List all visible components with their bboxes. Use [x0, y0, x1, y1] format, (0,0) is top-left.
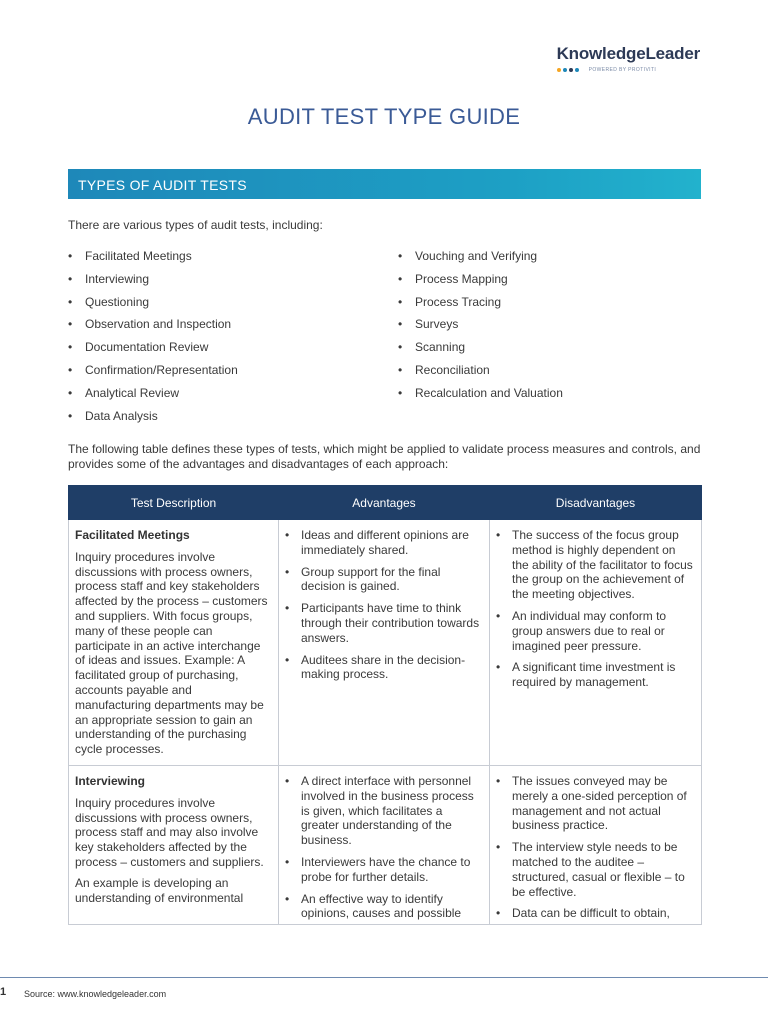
disadvantage-text: A significant time investment is required by management.	[512, 660, 676, 690]
advantage-text: Ideas and different opinions are immediately shared.	[301, 528, 469, 557]
disadvantages-list	[496, 528, 694, 690]
bullet-icon: •	[68, 340, 73, 355]
disadvantages-cell	[490, 766, 702, 925]
logo-subline	[557, 67, 700, 73]
bullet-icon: •	[68, 294, 73, 309]
description-cell	[69, 520, 279, 766]
list-item-label: Data Analysis	[85, 408, 158, 423]
disadvantage-text: The interview style needs to be matched to the auditee – structured, casual or flexible – to be effective.	[512, 840, 685, 899]
source-text: Source: www.knowledgeleader.com	[24, 989, 167, 999]
bullet-icon: •	[68, 249, 73, 263]
test-types-list-left	[68, 248, 238, 430]
disadvantages-list	[496, 774, 694, 921]
list-item	[68, 294, 238, 317]
list-item	[68, 362, 238, 385]
list-item	[398, 271, 563, 294]
list-item	[285, 892, 482, 922]
list-item-label: Observation and Inspection	[85, 317, 232, 332]
bullet-icon: •	[68, 271, 73, 286]
bullet-icon: •	[68, 362, 73, 377]
list-item	[68, 316, 238, 339]
list-item	[398, 248, 563, 271]
bullet-icon: •	[285, 528, 290, 542]
list-item	[398, 362, 563, 385]
list-item	[496, 660, 694, 690]
bullet-icon: •	[496, 660, 501, 675]
list-item	[398, 294, 563, 317]
list-item	[496, 906, 694, 921]
bullet-icon: •	[68, 317, 73, 332]
list-item-label: Facilitated Meetings	[85, 249, 192, 263]
disadvantages-cell	[490, 520, 702, 766]
list-item-label: Surveys	[415, 317, 459, 332]
intro-text: There are various types of audit tests, including:	[68, 218, 323, 232]
advantage-text: Auditees share in the decision-making process.	[301, 652, 466, 682]
logo-dot	[557, 68, 561, 72]
advantage-text: A direct interface with personnel involved in the business process is given, which facilitates a greater understanding of the business.	[301, 774, 474, 848]
disadvantage-text: An individual may conform to group answers due to real or imagined peer pressure.	[512, 608, 667, 653]
document-title: AUDIT TEST TYPE GUIDE	[247, 104, 521, 129]
bullet-icon: •	[285, 601, 290, 616]
list-item-label: Interviewing	[85, 271, 150, 286]
cell-content	[285, 774, 482, 924]
bullet-icon: •	[496, 774, 501, 788]
table-intro-text: The following table defines these types of tests, which might be applied to validate process measures and controls, and provides some of the advantages and disadvantages of each approach:	[68, 442, 701, 471]
list-item-label: Documentation Review	[85, 340, 209, 355]
logo-wordmark: KnowledgeLeader	[556, 44, 700, 63]
list-item	[496, 528, 694, 602]
row-title: Interviewing	[75, 774, 146, 788]
bullet-icon: •	[398, 362, 403, 377]
description-text: Inquiry procedures involve discussions with process owners, process staff and key stakeholders affected by the process – customers and suppliers. With focus groups, many of these people can participate in an active interchange of ideas and issues. Example: A facilitated group of purchasing, accounts payable and manufacturing departments may be an appropriate session to gain an understanding of the purchasing cycle processes.	[75, 549, 268, 757]
list-item	[285, 774, 482, 848]
table-header-row	[69, 486, 702, 520]
list-item	[68, 248, 238, 271]
bullet-icon: •	[398, 317, 403, 332]
list-item-label: Analytical Review	[85, 385, 180, 400]
list-item-label: Confirmation/Representation	[85, 362, 238, 377]
bullet-icon: •	[398, 271, 403, 286]
list-item-label: Questioning	[85, 294, 150, 309]
advantage-text: Interviewers have the chance to probe for further details.	[301, 854, 471, 884]
bullet-icon: •	[398, 249, 403, 263]
list-item	[68, 385, 238, 408]
description-cell	[69, 766, 279, 925]
list-item-label: Process Mapping	[415, 271, 508, 286]
advantage-text: Group support for the final decision is gained.	[301, 564, 441, 594]
page-number: 1	[0, 986, 7, 998]
bullet-icon: •	[496, 608, 501, 623]
column-header-test-description: Test Description	[69, 486, 279, 520]
logo-dot	[575, 68, 579, 72]
bullet-icon: •	[285, 854, 290, 869]
bullet-icon: •	[398, 294, 403, 309]
advantages-list	[285, 528, 482, 682]
row-title: Facilitated Meetings	[75, 528, 190, 542]
bullet-icon: •	[68, 385, 73, 400]
bullet-icon: •	[398, 340, 403, 355]
disadvantage-text: Data can be difficult to obtain,	[512, 906, 670, 921]
list-item	[496, 774, 694, 833]
logo-dot	[569, 68, 573, 72]
list-item	[285, 653, 482, 683]
bullet-icon: •	[496, 528, 501, 542]
logo-dot	[563, 68, 567, 72]
bullet-icon: •	[496, 840, 501, 855]
advantages-cell	[279, 766, 490, 925]
list-item-label: Recalculation and Valuation	[415, 385, 563, 400]
list-item	[68, 271, 238, 294]
test-types-list-right	[398, 248, 563, 408]
cell-content	[496, 774, 694, 924]
description-text: Inquiry procedures involve discussions with process owners, process staff and may also involve key stakeholders affected by the process – customers and suppliers.	[75, 795, 264, 869]
knowledgeleader-logo	[557, 44, 700, 73]
description-text: An example is developing an understanding of environmental	[75, 875, 244, 905]
footer-divider	[0, 977, 768, 978]
bullet-icon: •	[285, 652, 290, 667]
bullet-icon: •	[285, 891, 290, 906]
list-item	[398, 385, 563, 408]
list-item	[496, 609, 694, 653]
list-item	[285, 855, 482, 885]
section-heading-banner: TYPES OF AUDIT TESTS	[68, 169, 701, 199]
list-item	[68, 408, 238, 431]
list-item	[68, 339, 238, 362]
disadvantage-text: The success of the focus group method is highly dependent on the ability of the facilitator to focus the group on the achievement of the meeting objectives.	[512, 528, 693, 602]
list-item-label: Vouching and Verifying	[415, 249, 538, 263]
list-item	[285, 565, 482, 595]
bullet-icon: •	[285, 774, 290, 788]
column-header-advantages: Advantages	[279, 486, 490, 520]
list-item	[285, 528, 482, 558]
advantage-text: Participants have time to think through their contribution towards answers.	[301, 601, 480, 645]
list-item-label: Reconciliation	[415, 362, 490, 377]
cell-content	[75, 774, 271, 924]
table-row	[69, 520, 702, 766]
bullet-icon: •	[285, 564, 290, 579]
column-header-disadvantages: Disadvantages	[490, 486, 702, 520]
bullet-icon: •	[398, 385, 403, 400]
list-item	[496, 840, 694, 899]
logo-tagline: POWERED BY PROTIVITI	[588, 67, 657, 73]
logo-dots-icon	[557, 68, 579, 72]
list-item-label: Process Tracing	[415, 294, 502, 309]
list-item-label: Scanning	[415, 340, 466, 355]
list-item	[285, 601, 482, 645]
bullet-icon: •	[68, 408, 73, 423]
advantages-list	[285, 774, 482, 921]
audit-test-table	[68, 485, 702, 925]
advantages-cell	[279, 520, 490, 766]
table-row	[69, 766, 702, 925]
bullet-icon: •	[496, 906, 501, 921]
disadvantage-text: The issues conveyed may be merely a one-sided perception of management and not actual business practice.	[512, 774, 687, 833]
advantage-text: An effective way to identify opinions, causes and possible	[301, 891, 462, 921]
list-item	[398, 316, 563, 339]
list-item	[398, 339, 563, 362]
